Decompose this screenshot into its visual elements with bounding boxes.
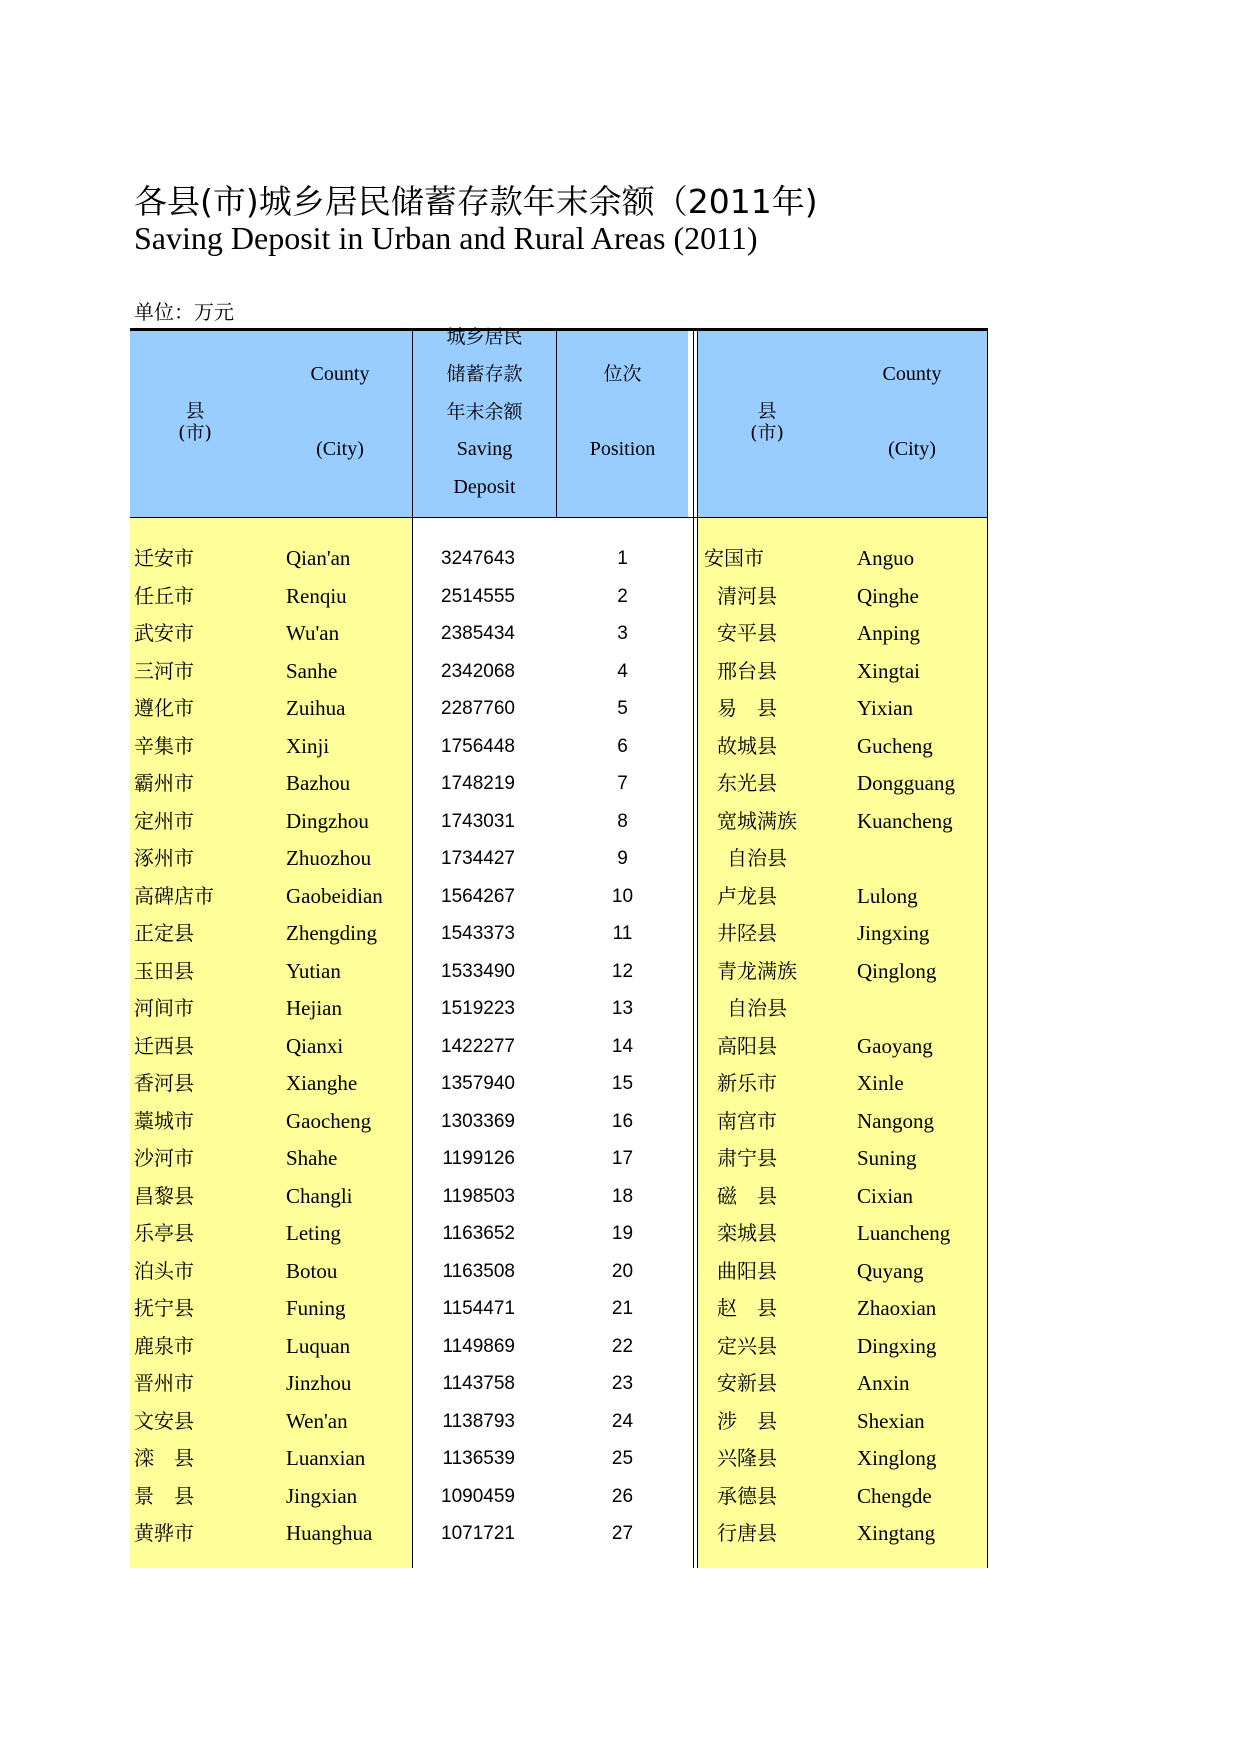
county-en-cell: Botou xyxy=(286,1258,338,1283)
header-county-en-2: (City) xyxy=(316,438,364,460)
position-cell: 21 xyxy=(611,1298,634,1319)
table-top-rule xyxy=(130,328,988,331)
county-en-cell: Qian'an xyxy=(286,546,351,570)
right-county-en-cell: Jingxing xyxy=(857,921,930,945)
right-county-cn-cell: 东光县 xyxy=(717,771,777,795)
table-row xyxy=(130,1103,988,1141)
position-cell: 18 xyxy=(611,1185,634,1207)
right-county-cn-cell: 宽城满族 xyxy=(717,808,797,833)
county-en-cell: Shahe xyxy=(286,1146,338,1170)
deposit-cell: 2342068 xyxy=(441,660,515,682)
right-county-cn-cell: 安平县 xyxy=(717,621,777,645)
position-cell: 14 xyxy=(611,1035,634,1057)
table-row xyxy=(130,803,988,841)
table-row xyxy=(130,653,988,691)
header-position-en: Position xyxy=(589,438,656,460)
position-cell: 16 xyxy=(611,1110,634,1132)
position-cell: 1 xyxy=(617,548,628,569)
right-county-en-cell: Dongguang xyxy=(857,771,955,795)
right-county-en-cell: Anguo xyxy=(857,546,915,570)
deposit-cell: 1198503 xyxy=(442,1185,515,1207)
county-cn-cell: 武安市 xyxy=(134,621,194,645)
county-en-cell: Yutian xyxy=(286,958,341,983)
right-county-en-cell: Xinle xyxy=(857,1071,904,1095)
table-row xyxy=(130,1215,988,1253)
right-county-cn-cell: 高阳县 xyxy=(717,1033,777,1058)
right-county-cn-cell: 涉 县 xyxy=(717,1408,777,1433)
position-cell: 19 xyxy=(611,1223,634,1244)
header-deposit-cn-1: 城乡居民 xyxy=(446,326,523,348)
table-row xyxy=(130,990,988,1028)
right-county-cn-cell: 易 县 xyxy=(717,696,777,720)
right-county-cn-cell: 自治县 xyxy=(727,846,787,870)
deposit-cell: 2385434 xyxy=(441,623,515,644)
table-row xyxy=(130,953,988,991)
position-cell: 7 xyxy=(617,773,628,794)
county-cn-cell: 晋州市 xyxy=(134,1371,194,1395)
right-county-cn-cell: 自治县 xyxy=(727,996,787,1020)
position-cell: 20 xyxy=(611,1260,634,1282)
right-county-en-cell: Xingtai xyxy=(857,658,920,683)
table-row xyxy=(130,878,988,916)
position-cell: 22 xyxy=(611,1335,634,1357)
position-cell: 9 xyxy=(617,848,628,869)
right-county-en-cell: Zhaoxian xyxy=(857,1296,937,1320)
position-cell: 10 xyxy=(611,885,634,907)
right-county-cn-cell: 行唐县 xyxy=(717,1521,777,1545)
deposit-cell: 1743031 xyxy=(441,810,515,832)
deposit-cell: 3247643 xyxy=(441,548,515,569)
county-en-cell: Dingzhou xyxy=(286,808,369,833)
right-county-en-cell: Yixian xyxy=(857,696,913,720)
county-cn-cell: 正定县 xyxy=(134,921,194,945)
right-county-en-cell: Dingxing xyxy=(857,1333,937,1358)
deposit-cell: 1163652 xyxy=(442,1223,515,1244)
position-cell: 13 xyxy=(611,998,634,1019)
county-en-cell: Qianxi xyxy=(286,1033,344,1058)
table-row xyxy=(130,1290,988,1328)
county-en-cell: Zuihua xyxy=(286,696,346,720)
header-bottom-rule xyxy=(130,517,988,518)
page-title-english: Saving Deposit in Urban and Rural Areas (2011) xyxy=(134,220,758,256)
county-en-cell: Gaocheng xyxy=(286,1108,372,1133)
position-cell: 26 xyxy=(611,1485,634,1507)
position-cell: 2 xyxy=(617,585,628,607)
right-county-en-cell: Xinglong xyxy=(857,1446,937,1470)
table-row xyxy=(130,1253,988,1291)
county-cn-cell: 滦 县 xyxy=(134,1446,194,1470)
right-county-en-cell: Xingtang xyxy=(857,1521,936,1545)
county-en-cell: Zhuozhou xyxy=(286,846,372,870)
header-county-cn-line2: (市) xyxy=(178,422,212,444)
table-row xyxy=(130,1440,988,1478)
position-cell: 6 xyxy=(617,735,628,757)
deposit-cell: 1149869 xyxy=(442,1335,515,1357)
table-row xyxy=(130,1065,988,1103)
right-county-en-cell: Anping xyxy=(857,621,920,645)
deposit-cell: 1071721 xyxy=(441,1523,515,1544)
position-cell: 17 xyxy=(611,1148,634,1169)
right-county-en-cell: Nangong xyxy=(857,1108,934,1133)
county-en-cell: Xinji xyxy=(286,733,330,758)
header-right-county-cn xyxy=(742,400,792,444)
position-cell: 12 xyxy=(611,960,634,982)
right-county-en-cell: Luancheng xyxy=(857,1221,951,1245)
county-en-cell: Luquan xyxy=(286,1333,351,1358)
deposit-cell: 1154471 xyxy=(442,1298,515,1319)
right-county-en-cell: Lulong xyxy=(857,883,918,908)
table-row xyxy=(130,1478,988,1516)
deposit-cell: 1564267 xyxy=(441,885,515,907)
header-deposit-en-1: Saving xyxy=(456,438,513,460)
county-cn-cell: 迁西县 xyxy=(134,1033,194,1058)
deposit-cell: 1422277 xyxy=(441,1035,515,1057)
county-en-cell: Wu'an xyxy=(286,621,340,645)
county-cn-cell: 定州市 xyxy=(134,808,194,833)
right-county-cn-cell: 安新县 xyxy=(717,1371,777,1395)
county-en-cell: Hejian xyxy=(286,996,342,1020)
table-row xyxy=(130,915,988,953)
county-cn-cell: 霸州市 xyxy=(134,771,194,795)
right-county-cn-cell: 青龙满族 xyxy=(717,958,797,983)
position-cell: 15 xyxy=(611,1073,634,1094)
county-en-cell: Xianghe xyxy=(286,1071,358,1095)
position-cell: 25 xyxy=(611,1448,634,1469)
county-cn-cell: 沙河市 xyxy=(134,1146,194,1170)
header-right-county-en-1: County xyxy=(882,363,942,385)
county-cn-cell: 景 县 xyxy=(134,1483,194,1508)
table-row xyxy=(130,765,988,803)
table-row xyxy=(130,690,988,728)
table-row xyxy=(130,840,988,878)
right-county-cn-cell: 肃宁县 xyxy=(717,1146,777,1170)
right-county-en-cell xyxy=(857,840,985,878)
right-county-cn-cell: 安国市 xyxy=(704,546,764,570)
right-county-cn-cell: 新乐市 xyxy=(717,1071,777,1095)
header-right-county-cn-line1: 县 xyxy=(757,400,777,422)
right-county-cn-cell: 承德县 xyxy=(717,1483,777,1508)
county-en-cell: Jingxian xyxy=(286,1483,358,1508)
right-county-en-cell: Chengde xyxy=(857,1483,932,1508)
header-right-county-cn-line2: (市) xyxy=(750,422,784,444)
county-cn-cell: 藁城市 xyxy=(134,1108,194,1133)
header-deposit-cn-3: 年末余额 xyxy=(446,401,523,423)
page-title-chinese: 各县(市)城乡居民储蓄存款年末余额（2011年) xyxy=(134,182,818,221)
deposit-cell: 1519223 xyxy=(441,998,515,1019)
deposit-cell: 1543373 xyxy=(441,923,515,944)
county-cn-cell: 迁安市 xyxy=(134,546,194,570)
county-en-cell: Gaobeidian xyxy=(286,883,383,908)
header-deposit-en-2: Deposit xyxy=(453,476,516,498)
header-right-county-en-2: (City) xyxy=(888,438,936,460)
deposit-cell: 1199126 xyxy=(442,1148,515,1169)
table-row xyxy=(130,1178,988,1216)
deposit-cell: 1533490 xyxy=(441,960,515,982)
deposit-cell: 1138793 xyxy=(442,1410,515,1432)
table-row xyxy=(130,615,988,653)
deposit-cell: 1734427 xyxy=(441,848,515,869)
position-cell: 11 xyxy=(612,923,633,944)
position-cell: 5 xyxy=(617,698,628,719)
deposit-cell: 1163508 xyxy=(442,1260,515,1282)
right-county-cn-cell: 邢台县 xyxy=(717,658,777,683)
county-cn-cell: 高碑店市 xyxy=(134,883,214,908)
position-cell: 23 xyxy=(611,1373,634,1394)
right-county-cn-cell: 南宫市 xyxy=(717,1108,777,1133)
county-cn-cell: 涿州市 xyxy=(134,846,194,870)
deposit-cell: 1090459 xyxy=(441,1485,515,1507)
right-county-en-cell: Cixian xyxy=(857,1183,913,1208)
county-cn-cell: 遵化市 xyxy=(134,696,194,720)
deposit-table xyxy=(130,328,988,1568)
position-cell: 8 xyxy=(617,810,628,832)
county-cn-cell: 香河县 xyxy=(134,1071,194,1095)
table-row xyxy=(130,1028,988,1066)
table-row xyxy=(130,1515,988,1553)
deposit-cell: 1136539 xyxy=(442,1448,515,1469)
table-row xyxy=(130,728,988,766)
right-county-en-cell: Anxin xyxy=(857,1371,910,1395)
county-cn-cell: 抚宁县 xyxy=(134,1296,194,1320)
right-county-cn-cell: 清河县 xyxy=(717,583,777,608)
header-county-en-1: County xyxy=(310,363,370,385)
header-county-cn xyxy=(170,400,220,444)
county-cn-cell: 乐亭县 xyxy=(134,1221,194,1245)
deposit-cell: 1303369 xyxy=(441,1110,515,1132)
deposit-cell: 1143758 xyxy=(442,1373,515,1394)
county-cn-cell: 三河市 xyxy=(134,658,194,683)
county-en-cell: Wen'an xyxy=(286,1408,348,1433)
right-county-cn-cell: 故城县 xyxy=(717,733,777,758)
unit-label: 单位：万元 xyxy=(134,300,234,324)
right-county-en-cell: Shexian xyxy=(857,1408,925,1433)
county-cn-cell: 鹿泉市 xyxy=(134,1333,194,1358)
right-county-en-cell: Gucheng xyxy=(857,733,933,758)
header-deposit-cn-2: 储蓄存款 xyxy=(446,363,523,385)
county-en-cell: Jinzhou xyxy=(286,1371,352,1395)
county-cn-cell: 文安县 xyxy=(134,1408,194,1433)
county-en-cell: Luanxian xyxy=(286,1446,366,1470)
right-county-cn-cell: 栾城县 xyxy=(717,1221,777,1245)
right-county-cn-cell: 井陉县 xyxy=(717,921,777,945)
county-cn-cell: 昌黎县 xyxy=(134,1183,194,1208)
right-county-en-cell: Suning xyxy=(857,1146,917,1170)
deposit-cell: 1357940 xyxy=(441,1073,515,1094)
right-county-cn-cell: 兴隆县 xyxy=(717,1446,777,1470)
right-county-cn-cell: 定兴县 xyxy=(717,1333,777,1358)
deposit-cell: 1748219 xyxy=(441,773,515,794)
table-row xyxy=(130,1140,988,1178)
right-county-cn-cell: 曲阳县 xyxy=(717,1258,777,1283)
county-en-cell: Leting xyxy=(286,1221,341,1245)
deposit-cell: 1756448 xyxy=(441,735,515,757)
table-row xyxy=(130,1328,988,1366)
county-en-cell: Sanhe xyxy=(286,658,338,683)
county-cn-cell: 河间市 xyxy=(134,996,194,1020)
county-en-cell: Zhengding xyxy=(286,921,377,945)
right-county-cn-cell: 卢龙县 xyxy=(717,883,777,908)
table-row xyxy=(130,578,988,616)
position-cell: 3 xyxy=(617,623,628,644)
right-county-cn-cell: 赵 县 xyxy=(717,1296,777,1320)
county-cn-cell: 辛集市 xyxy=(134,733,194,758)
right-county-en-cell: Quyang xyxy=(857,1258,924,1283)
table-row xyxy=(130,1403,988,1441)
county-en-cell: Huanghua xyxy=(286,1521,373,1545)
right-county-en-cell: Kuancheng xyxy=(857,808,953,833)
county-cn-cell: 任丘市 xyxy=(134,583,194,608)
table-row xyxy=(130,1365,988,1403)
right-county-cn-cell: 磁 县 xyxy=(717,1183,777,1208)
right-county-en-cell: Qinghe xyxy=(857,583,919,608)
position-cell: 27 xyxy=(611,1523,634,1544)
county-en-cell: Renqiu xyxy=(286,583,347,608)
county-cn-cell: 玉田县 xyxy=(134,958,194,983)
county-en-cell: Funing xyxy=(286,1296,346,1320)
county-cn-cell: 泊头市 xyxy=(134,1258,194,1283)
deposit-cell: 2514555 xyxy=(441,585,515,607)
header-county-cn-line1: 县 xyxy=(185,400,205,422)
table-row xyxy=(130,540,988,578)
county-cn-cell: 黄骅市 xyxy=(134,1521,194,1545)
deposit-cell: 2287760 xyxy=(441,698,515,719)
right-county-en-cell: Gaoyang xyxy=(857,1033,933,1058)
county-en-cell: Changli xyxy=(286,1183,353,1208)
right-county-en-cell xyxy=(857,990,985,1028)
position-cell: 24 xyxy=(611,1410,634,1432)
header-position-cn: 位次 xyxy=(603,363,642,385)
position-cell: 4 xyxy=(617,660,628,682)
right-county-en-cell: Qinglong xyxy=(857,958,937,983)
county-en-cell: Bazhou xyxy=(286,771,351,795)
